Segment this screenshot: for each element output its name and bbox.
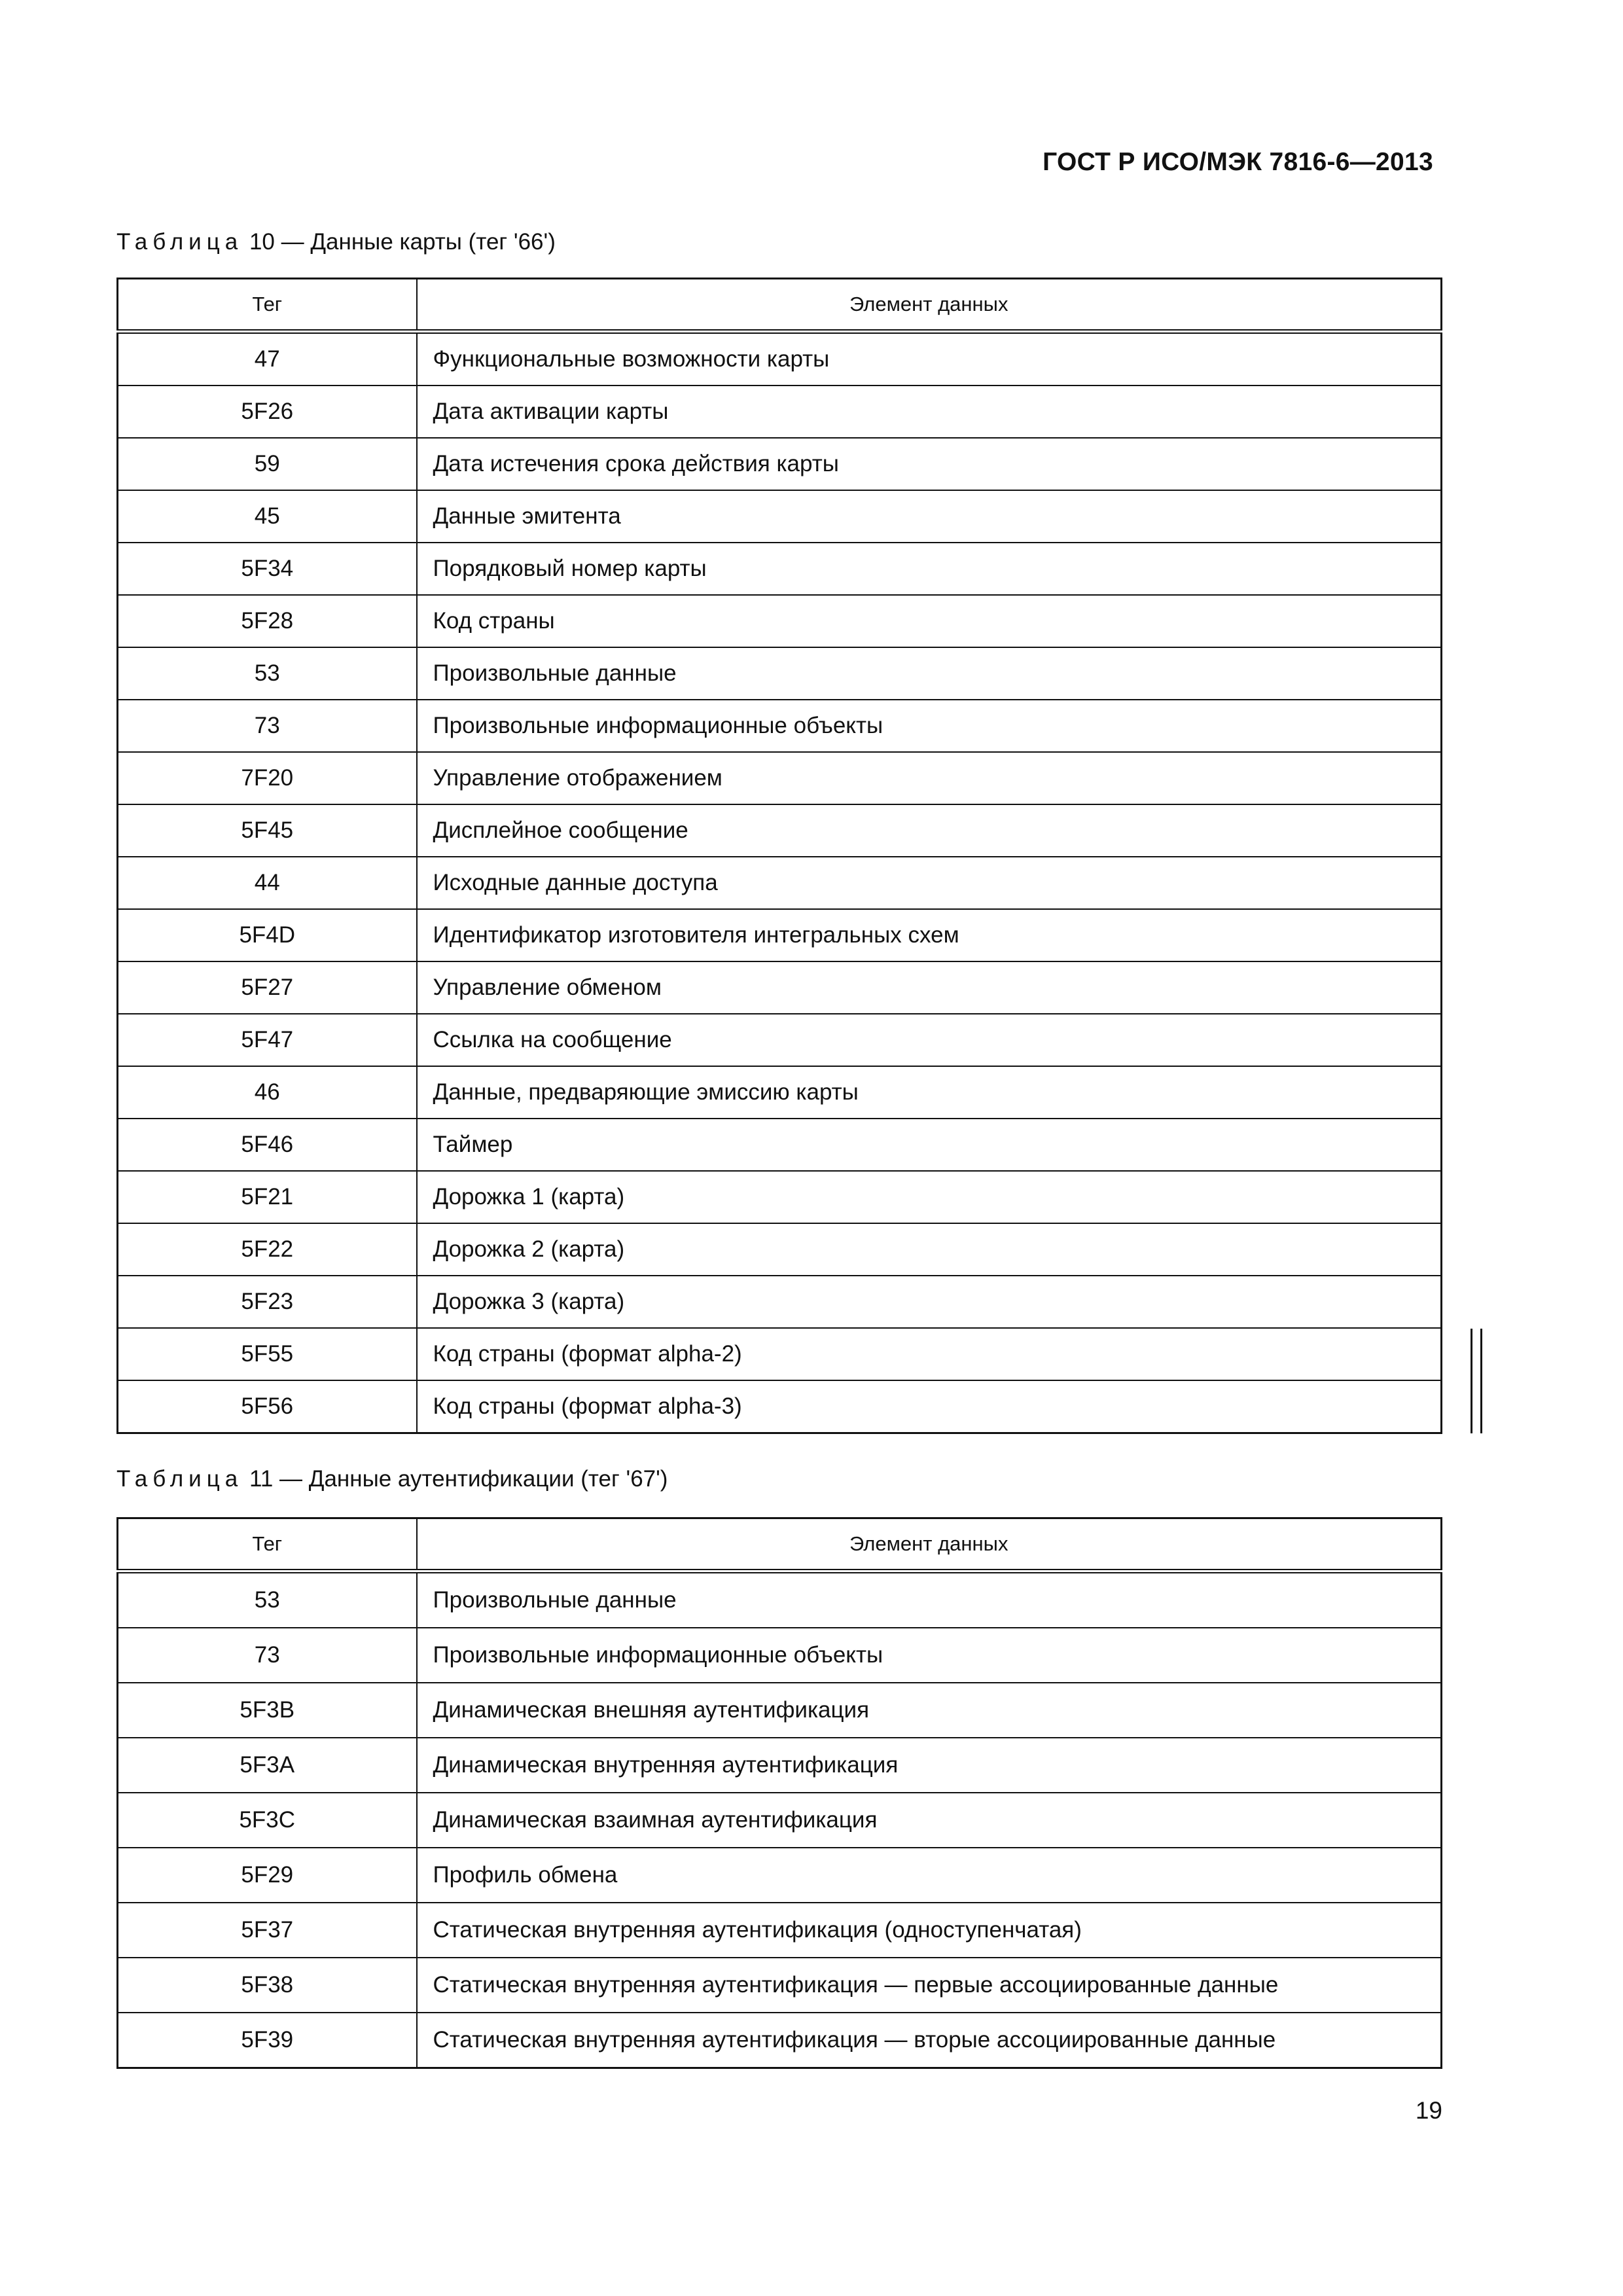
table-row — [118, 1066, 1442, 1119]
table-row — [118, 490, 1442, 543]
tag-cell: 7F20 — [118, 752, 417, 804]
table-row — [118, 1171, 1442, 1223]
tag-cell: 45 — [118, 490, 417, 543]
data-element-cell: Динамическая внутренняя аутентификация — [417, 1738, 1442, 1793]
document-header: ГОСТ Р ИСО/МЭК 7816-6—2013 — [1043, 148, 1433, 176]
tag-cell: 5F46 — [118, 1119, 417, 1171]
data-element-cell: Управление отображением — [417, 752, 1442, 804]
tag-cell: 5F34 — [118, 543, 417, 595]
data-element-cell: Код страны (формат alpha-3) — [417, 1380, 1442, 1433]
table-row — [118, 909, 1442, 961]
data-element-cell: Динамическая внешняя аутентификация — [417, 1683, 1442, 1738]
table-row — [118, 1223, 1442, 1276]
table-row — [118, 1793, 1442, 1848]
table-row — [118, 2013, 1442, 2068]
column-header-data-element: Элемент данных — [417, 279, 1442, 332]
tag-cell: 5F55 — [118, 1328, 417, 1380]
data-element-cell: Статическая внутренняя аутентификация — первые ассоциированные данные — [417, 1958, 1442, 2013]
tag-cell: 5F56 — [118, 1380, 417, 1433]
data-element-cell: Код страны (формат alpha-2) — [417, 1328, 1442, 1380]
tag-cell: 73 — [118, 700, 417, 752]
change-bar — [1480, 1329, 1482, 1433]
data-element-cell: Функциональные возможности карты — [417, 332, 1442, 386]
tag-cell: 53 — [118, 647, 417, 700]
tag-cell: 5F28 — [118, 595, 417, 647]
data-element-cell: Управление обменом — [417, 961, 1442, 1014]
data-element-cell: Исходные данные доступа — [417, 857, 1442, 909]
table-row — [118, 1014, 1442, 1066]
caption-label: Таблица — [116, 1466, 243, 1492]
table-row — [118, 332, 1442, 386]
table-row — [118, 1738, 1442, 1793]
data-element-cell: Дорожка 2 (карта) — [417, 1223, 1442, 1276]
column-header-tag: Тег — [118, 1518, 417, 1571]
tag-cell: 5F29 — [118, 1848, 417, 1903]
tag-cell: 5F37 — [118, 1903, 417, 1958]
table-row — [118, 543, 1442, 595]
data-element-cell: Таймер — [417, 1119, 1442, 1171]
table-row — [118, 1571, 1442, 1628]
table-row — [118, 700, 1442, 752]
tag-cell: 5F4D — [118, 909, 417, 961]
table-row — [118, 386, 1442, 438]
data-element-cell: Порядковый номер карты — [417, 543, 1442, 595]
data-element-cell: Данные эмитента — [417, 490, 1442, 543]
data-element-cell: Произвольные данные — [417, 647, 1442, 700]
change-bar — [1471, 1329, 1472, 1433]
table-row — [118, 438, 1442, 490]
tag-cell: 5F3A — [118, 1738, 417, 1793]
table-11-authentication-data — [116, 1517, 1442, 2069]
caption-title: 11 — Данные аутентификации (тег '67') — [243, 1466, 668, 1492]
data-element-cell: Дорожка 3 (карта) — [417, 1276, 1442, 1328]
data-element-cell: Статическая внутренняя аутентификация — вторые ассоциированные данные — [417, 2013, 1442, 2068]
data-element-cell: Статическая внутренняя аутентификация (одноступенчатая) — [417, 1903, 1442, 1958]
table-row — [118, 961, 1442, 1014]
table-row — [118, 1276, 1442, 1328]
tag-cell: 73 — [118, 1628, 417, 1683]
tag-cell: 5F22 — [118, 1223, 417, 1276]
table-11-caption — [116, 1466, 668, 1492]
data-element-cell: Ссылка на сообщение — [417, 1014, 1442, 1066]
tag-cell: 5F3C — [118, 1793, 417, 1848]
table-row — [118, 857, 1442, 909]
table-row — [118, 1848, 1442, 1903]
data-element-cell: Дорожка 1 (карта) — [417, 1171, 1442, 1223]
table-row — [118, 1380, 1442, 1433]
tag-cell: 53 — [118, 1571, 417, 1628]
data-element-cell: Профиль обмена — [417, 1848, 1442, 1903]
tag-cell: 5F21 — [118, 1171, 417, 1223]
table-10-card-data — [116, 278, 1442, 1434]
table-row — [118, 1958, 1442, 2013]
page-number: 19 — [1415, 2097, 1442, 2124]
data-element-cell: Произвольные информационные объекты — [417, 1628, 1442, 1683]
column-header-data-element: Элемент данных — [417, 1518, 1442, 1571]
tag-cell: 5F39 — [118, 2013, 417, 2068]
tag-cell: 44 — [118, 857, 417, 909]
tag-cell: 59 — [118, 438, 417, 490]
data-element-cell: Код страны — [417, 595, 1442, 647]
data-element-cell: Произвольные информационные объекты — [417, 700, 1442, 752]
table-row — [118, 595, 1442, 647]
data-element-cell: Идентификатор изготовителя интегральных схем — [417, 909, 1442, 961]
data-element-cell: Динамическая взаимная аутентификация — [417, 1793, 1442, 1848]
caption-label: Таблица — [116, 229, 243, 255]
table-row — [118, 647, 1442, 700]
tag-cell: 5F26 — [118, 386, 417, 438]
data-element-cell: Дисплейное сообщение — [417, 804, 1442, 857]
tag-cell: 5F45 — [118, 804, 417, 857]
data-element-cell: Произвольные данные — [417, 1571, 1442, 1628]
data-element-cell: Дата истечения срока действия карты — [417, 438, 1442, 490]
tag-cell: 5F47 — [118, 1014, 417, 1066]
caption-title: 10 — Данные карты (тег '66') — [243, 229, 556, 255]
data-element-cell: Дата активации карты — [417, 386, 1442, 438]
tag-cell: 5F23 — [118, 1276, 417, 1328]
table-row — [118, 1903, 1442, 1958]
tag-cell: 5F38 — [118, 1958, 417, 2013]
table-row — [118, 1683, 1442, 1738]
table-row — [118, 1628, 1442, 1683]
table-10-caption — [116, 229, 556, 255]
tag-cell: 46 — [118, 1066, 417, 1119]
tag-cell: 5F3B — [118, 1683, 417, 1738]
table-header-row — [118, 1518, 1442, 1571]
table-row — [118, 752, 1442, 804]
tag-cell: 5F27 — [118, 961, 417, 1014]
tag-cell: 47 — [118, 332, 417, 386]
column-header-tag: Тег — [118, 279, 417, 332]
data-element-cell: Данные, предваряющие эмиссию карты — [417, 1066, 1442, 1119]
table-row — [118, 1119, 1442, 1171]
table-row — [118, 804, 1442, 857]
table-header-row — [118, 279, 1442, 332]
table-row — [118, 1328, 1442, 1380]
